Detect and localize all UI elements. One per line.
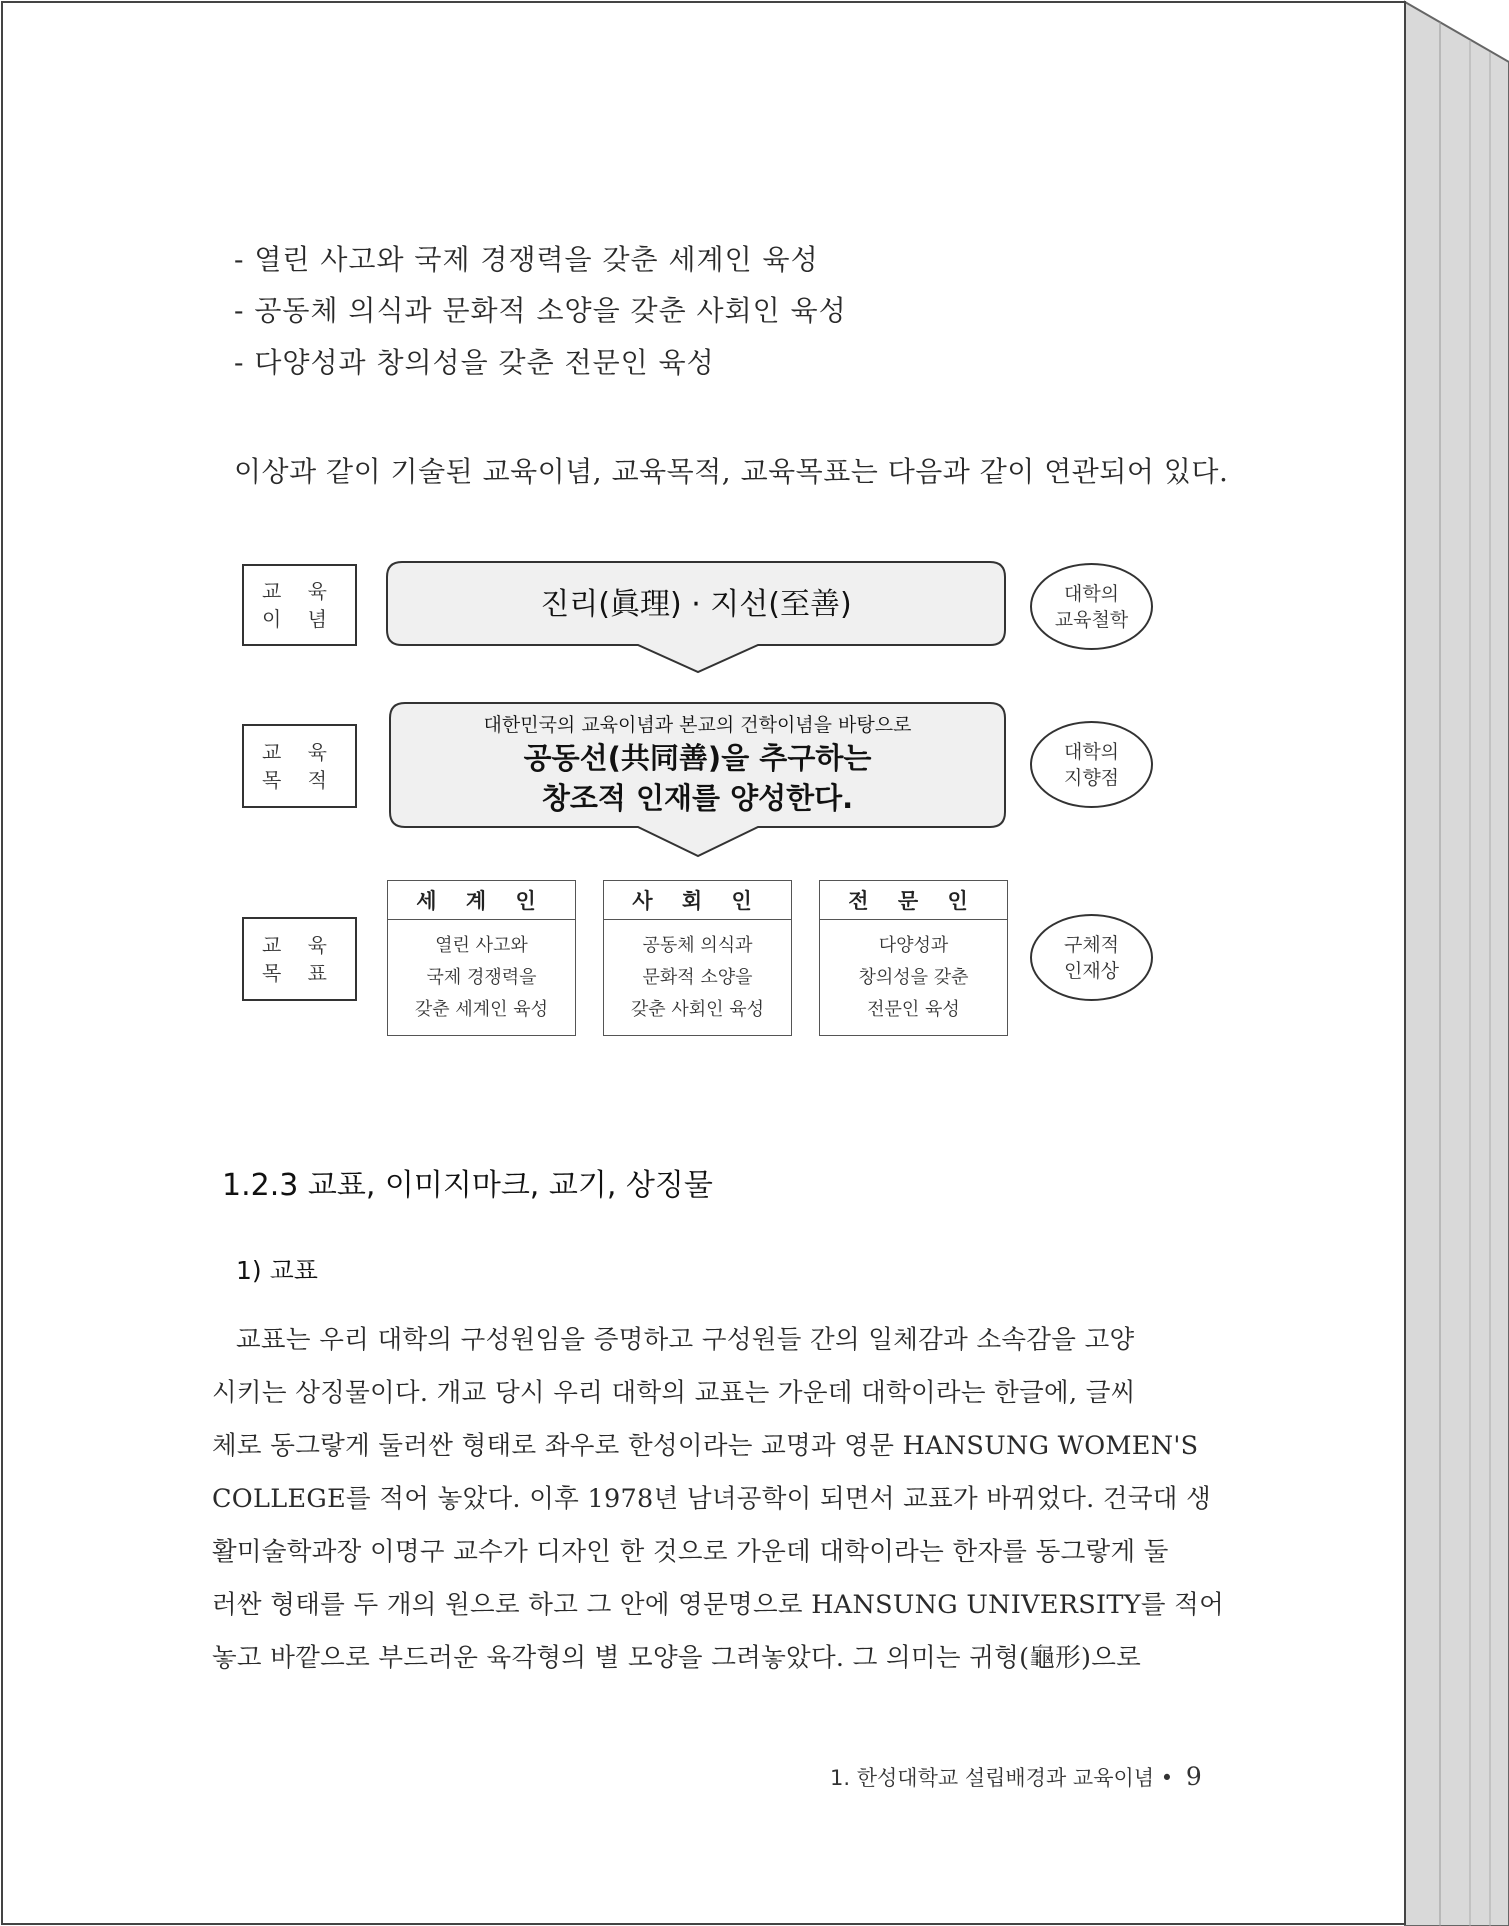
ellipse-line: 구체적 (1063, 933, 1120, 956)
goal-line: 공동체 의식과 (642, 934, 753, 956)
paragraph-line: 시키는 상징물이다. 개교 당시 우리 대학의 교표는 가운데 대학이라는 한글에, 글씨 (212, 1378, 1136, 1408)
goal-line: 열린 사고와 (435, 934, 528, 956)
label-line: 교 육 (262, 579, 337, 603)
label-line: 목 적 (262, 768, 337, 792)
paragraph-line: 놓고 바깥으로 부드러운 육각형의 별 모양을 그려놓았다. 그 의미는 귀형(龜形)으로 (212, 1643, 1142, 1673)
label-education-purpose (242, 724, 357, 808)
label-education-goals (242, 917, 357, 1001)
ellipse-direction (1030, 721, 1153, 808)
section-heading: 1.2.3 교표, 이미지마크, 교기, 상징물 (222, 1168, 713, 1203)
paragraph-line: 러싼 형태를 두 개의 원으로 하고 그 안에 영문명으로 HANSUNG UNIVERSITY를 적어 (212, 1590, 1225, 1620)
goal-line: 다양성과 (878, 934, 949, 956)
subsection-heading: 1) 교표 (236, 1256, 318, 1285)
goal-line: 국제 경쟁력을 (426, 966, 537, 988)
goal-head-social: 사 회 인 (603, 880, 792, 920)
goal-head-expert: 전 문 인 (819, 880, 1008, 920)
goal-line: 창의성을 갖춘 (858, 966, 969, 988)
ellipse-line: 지향점 (1063, 766, 1120, 789)
page-footer (830, 1762, 1202, 1792)
ellipse-line: 대학의 (1063, 582, 1120, 605)
label-line: 교 육 (262, 933, 337, 957)
goal-line: 전문인 육성 (867, 998, 960, 1020)
label-line: 이 념 (262, 607, 337, 631)
goal-body-expert (819, 920, 1008, 1036)
ellipse-line: 대학의 (1063, 740, 1120, 763)
bullet-line: - 다양성과 창의성을 갖춘 전문인 육성 (234, 346, 715, 379)
goal-line: 갖춘 세계인 육성 (414, 998, 549, 1020)
paragraph-line: 교표는 우리 대학의 구성원임을 증명하고 구성원들 간의 일체감과 소속감을 고양 (236, 1325, 1135, 1355)
bullet-line: - 열린 사고와 국제 경쟁력을 갖춘 세계인 육성 (234, 243, 819, 276)
ellipse-line: 인재상 (1063, 959, 1120, 982)
bullet-line: - 공동체 의식과 문화적 소양을 갖춘 사회인 육성 (234, 294, 847, 327)
footer-chapter: 1. 한성대학교 설립배경과 교육이념 (830, 1766, 1155, 1790)
paragraph-line: 활미술학과장 이명구 교수가 디자인 한 것으로 가운데 대학이라는 한자를 동그랗게 둘 (212, 1537, 1169, 1567)
purpose-line-2: 공동선(共同善)을 추구하는 (523, 741, 872, 775)
ellipse-line: 교육철학 (1054, 608, 1129, 631)
goal-line: 갖춘 사회인 육성 (630, 998, 765, 1020)
ellipse-talent (1030, 914, 1153, 1001)
goal-body-social (603, 920, 792, 1036)
goal-body-global (387, 920, 576, 1036)
paragraph-line: 체로 동그랗게 둘러싼 형태로 좌우로 한성이라는 교명과 영문 HANSUNG WOMEN'S (212, 1431, 1199, 1461)
label-education-ideology (242, 564, 357, 646)
paragraph-line: COLLEGE를 적어 놓았다. 이후 1978년 남녀공학이 되면서 교표가 바뀌었다. 건국대 생 (212, 1484, 1212, 1514)
purpose-line-3: 창조적 인재를 양성한다. (541, 781, 854, 815)
goal-line: 문화적 소양을 (642, 966, 753, 988)
footer-bullet: • (1160, 1766, 1174, 1790)
purpose-line-1: 대한민국의 교육이념과 본교의 건학이념을 바탕으로 (483, 714, 912, 736)
ideology-text: 진리(眞理) · 지선(至善) (540, 587, 852, 622)
label-line: 목 표 (262, 961, 337, 985)
page-number: 9 (1185, 1762, 1202, 1791)
label-line: 교 육 (262, 740, 337, 764)
goal-head-global: 세 계 인 (387, 880, 576, 920)
intro-sentence: 이상과 같이 기술된 교육이념, 교육목적, 교육목표는 다음과 같이 연관되어 있다. (234, 455, 1229, 488)
ellipse-philosophy (1030, 563, 1153, 650)
purpose-text (390, 712, 1005, 818)
